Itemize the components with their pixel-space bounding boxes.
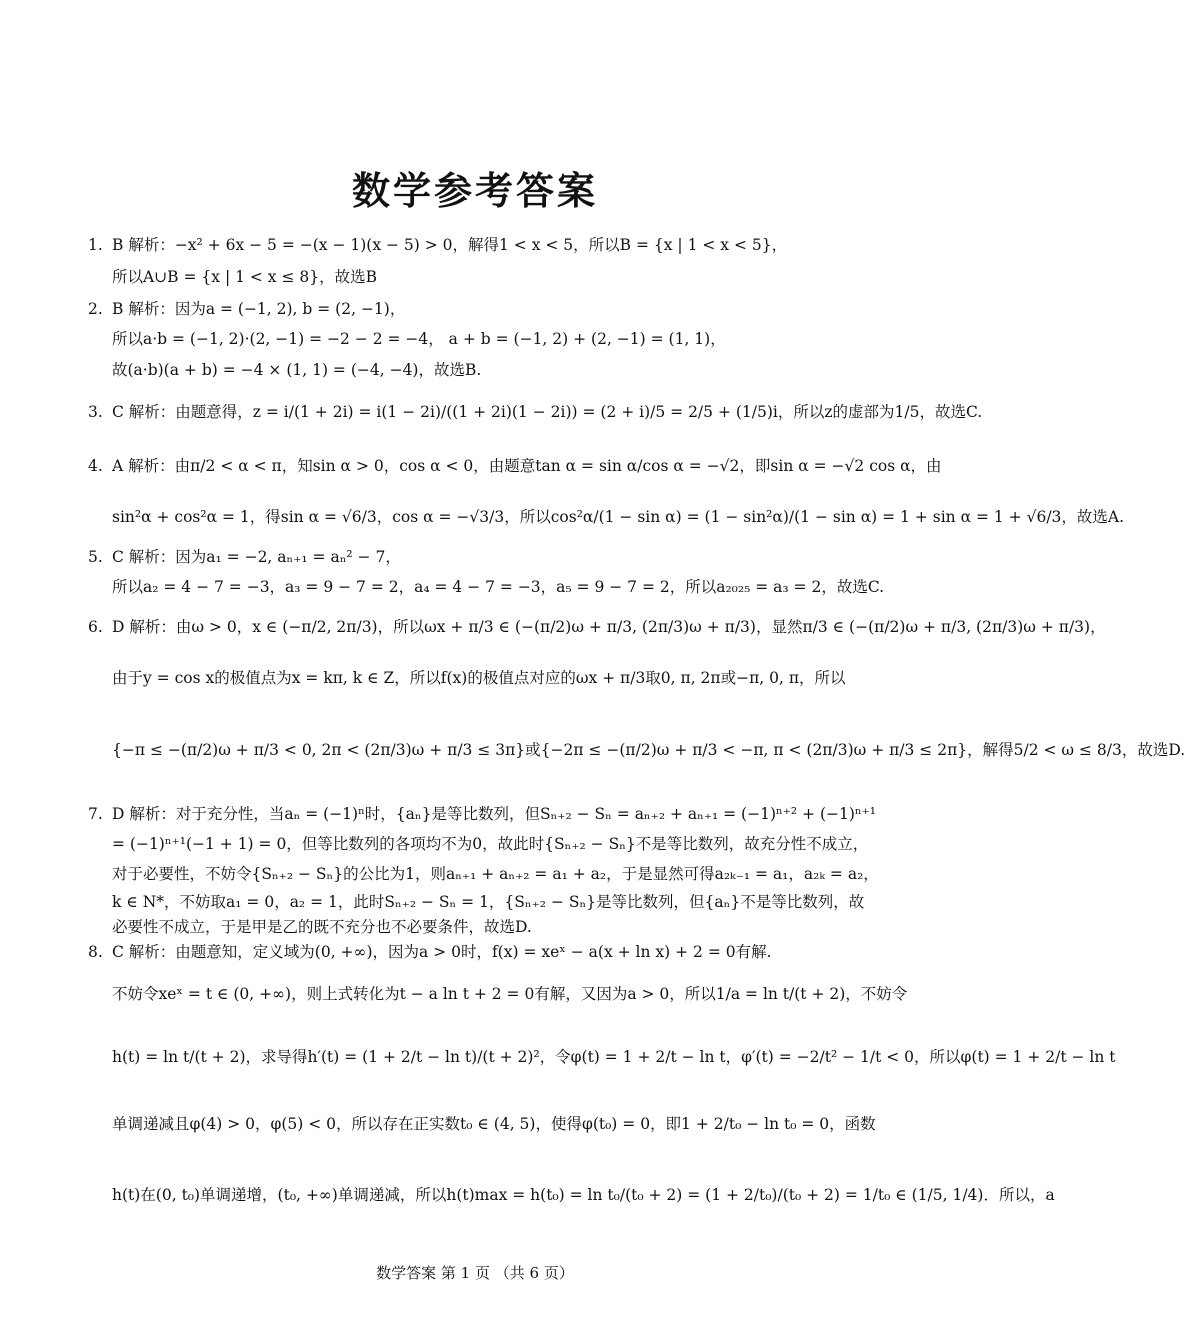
answer-8-line-2: 不妨令xeˣ = t ∈ (0, +∞)，则上式转化为t − a ln t + 2 = 0有解，又因为a > 0，所以1/a = ln t/(t + 2)，不妨令 xyxy=(112,985,908,1003)
answer-8-number: 8. xyxy=(88,943,103,961)
answer-8-line-4: 单调递减且φ(4) > 0，φ(5) < 0，所以存在正实数t₀ ∈ (4, 5)，使得φ(t₀) = 0，即1 + 2/t₀ − ln t₀ = 0，函数 xyxy=(112,1115,876,1133)
answer-6-line-3: {−π ≤ −(π/2)ω + π/3 < 0, 2π < (2π/3)ω + π/3 ≤ 3π}或{−2π ≤ −(π/2)ω + π/3 < −π, π < (2π/3)ω + π/3 ≤ 2π}，解得5/2 < ω ≤ 8/3，故选D. xyxy=(112,741,1185,759)
answer-7-line-3: 对于必要性，不妨令{Sₙ₊₂ − Sₙ}的公比为1，则aₙ₊₁ + aₙ₊₂ = a₁ + a₂，于是显然可得a₂ₖ₋₁ = a₁，a₂ₖ = a₂， xyxy=(112,865,879,883)
answer-8-line-1: C 解析：由题意知，定义域为(0, +∞)，因为a > 0时，f(x) = xeˣ − a(x + ln x) + 2 = 0有解. xyxy=(112,943,772,961)
answer-3-number: 3. xyxy=(88,403,103,421)
answer-2-line-2: 所以a·b = (−1, 2)·(2, −1) = −2 − 2 = −4， a + b = (−1, 2) + (2, −1) = (1, 1)， xyxy=(112,330,726,348)
answer-5-line-2: 所以a₂ = 4 − 7 = −3，a₃ = 9 − 7 = 2，a₄ = 4 − 7 = −3，a₅ = 9 − 7 = 2，所以a₂₀₂₅ = a₃ = 2，故选C. xyxy=(112,578,885,596)
answer-4-line-2: sin²α + cos²α = 1，得sin α = √6/3，cos α = −√3/3，所以cos²α/(1 − sin α) = (1 − sin²α)/(1 − sin α) = 1 + sin α = 1 + √6/3，故选A. xyxy=(112,508,1125,526)
answer-4-line-1: A 解析：由π/2 < α < π，知sin α > 0，cos α < 0，由题意tan α = sin α/cos α = −√2，即sin α = −√2 cos α，由 xyxy=(112,457,942,475)
page-footer: 数学答案 第 1 页 （共 6 页） xyxy=(376,1264,574,1282)
answer-3-line-1: C 解析：由题意得，z = i/(1 + 2i) = i(1 − 2i)/((1 + 2i)(1 − 2i)) = (2 + i)/5 = 2/5 + (1/5)i，所以z的虚部为1/5，故选C. xyxy=(112,403,983,421)
answer-6-line-2: 由于y = cos x的极值点为x = kπ, k ∈ Z，所以f(x)的极值点对应的ωx + π/3取0, π, 2π或−π, 0, π，所以 xyxy=(112,669,846,687)
answer-4-number: 4. xyxy=(88,457,103,475)
answer-6-line-1: D 解析：由ω > 0，x ∈ (−π/2, 2π/3)，所以ωx + π/3 ∈ (−(π/2)ω + π/3, (2π/3)ω + π/3)，显然π/3 ∈ (−(π/2)ω + π/3, (2π/3)ω + π/3)， xyxy=(112,618,1106,636)
answer-1-line-2: 所以A∪B = {x | 1 < x ≤ 8}，故选B xyxy=(112,268,377,286)
answer-7-number: 7. xyxy=(88,805,103,823)
answer-7-line-5: 必要性不成立，于是甲是乙的既不充分也不必要条件，故选D. xyxy=(112,918,532,936)
answer-8-line-3: h(t) = ln t/(t + 2)，求导得h′(t) = (1 + 2/t − ln t)/(t + 2)²，令φ(t) = 1 + 2/t − ln t，φ′(t) = −2/t² − 1/t < 0，所以φ(t) = 1 + 2/t − ln t xyxy=(112,1048,1116,1066)
answer-7-line-2: = (−1)ⁿ⁺¹(−1 + 1) = 0，但等比数列的各项均不为0，故此时{Sₙ₊₂ − Sₙ}不是等比数列，故充分性不成立， xyxy=(112,835,869,853)
answer-7-line-1: D 解析：对于充分性，当aₙ = (−1)ⁿ时，{aₙ}是等比数列，但Sₙ₊₂ − Sₙ = aₙ₊₂ + aₙ₊₁ = (−1)ⁿ⁺² + (−1)ⁿ⁺¹ xyxy=(112,805,876,823)
answer-2-number: 2. xyxy=(88,300,103,318)
answer-7-line-4: k ∈ N*，不妨取a₁ = 0，a₂ = 1，此时Sₙ₊₂ − Sₙ = 1，{Sₙ₊₂ − Sₙ}是等比数列，但{aₙ}不是等比数列，故 xyxy=(112,893,865,911)
answer-2-line-3: 故(a·b)(a + b) = −4 × (1, 1) = (−4, −4)，故选B. xyxy=(112,361,482,379)
page-title: 数学参考答案 xyxy=(351,169,598,213)
answer-5-number: 5. xyxy=(88,548,103,566)
answer-2-line-1: B 解析：因为a = (−1, 2), b = (2, −1)， xyxy=(112,300,406,318)
answer-6-number: 6. xyxy=(88,618,103,636)
answer-1-line-1: B 解析：−x² + 6x − 5 = −(x − 1)(x − 5) > 0，解得1 < x < 5，所以B = {x | 1 < x < 5}， xyxy=(112,236,788,254)
answer-8-line-5: h(t)在(0, t₀)单调递增，(t₀, +∞)单调递减，所以h(t)max = h(t₀) = ln t₀/(t₀ + 2) = (1 + 2/t₀)/(t₀ + 2) = 1/t₀ ∈ (1/5, 1/4)．所以，a xyxy=(112,1186,1055,1204)
answer-5-line-1: C 解析：因为a₁ = −2, aₙ₊₁ = aₙ² − 7， xyxy=(112,548,401,566)
answer-1-number: 1. xyxy=(88,236,103,254)
